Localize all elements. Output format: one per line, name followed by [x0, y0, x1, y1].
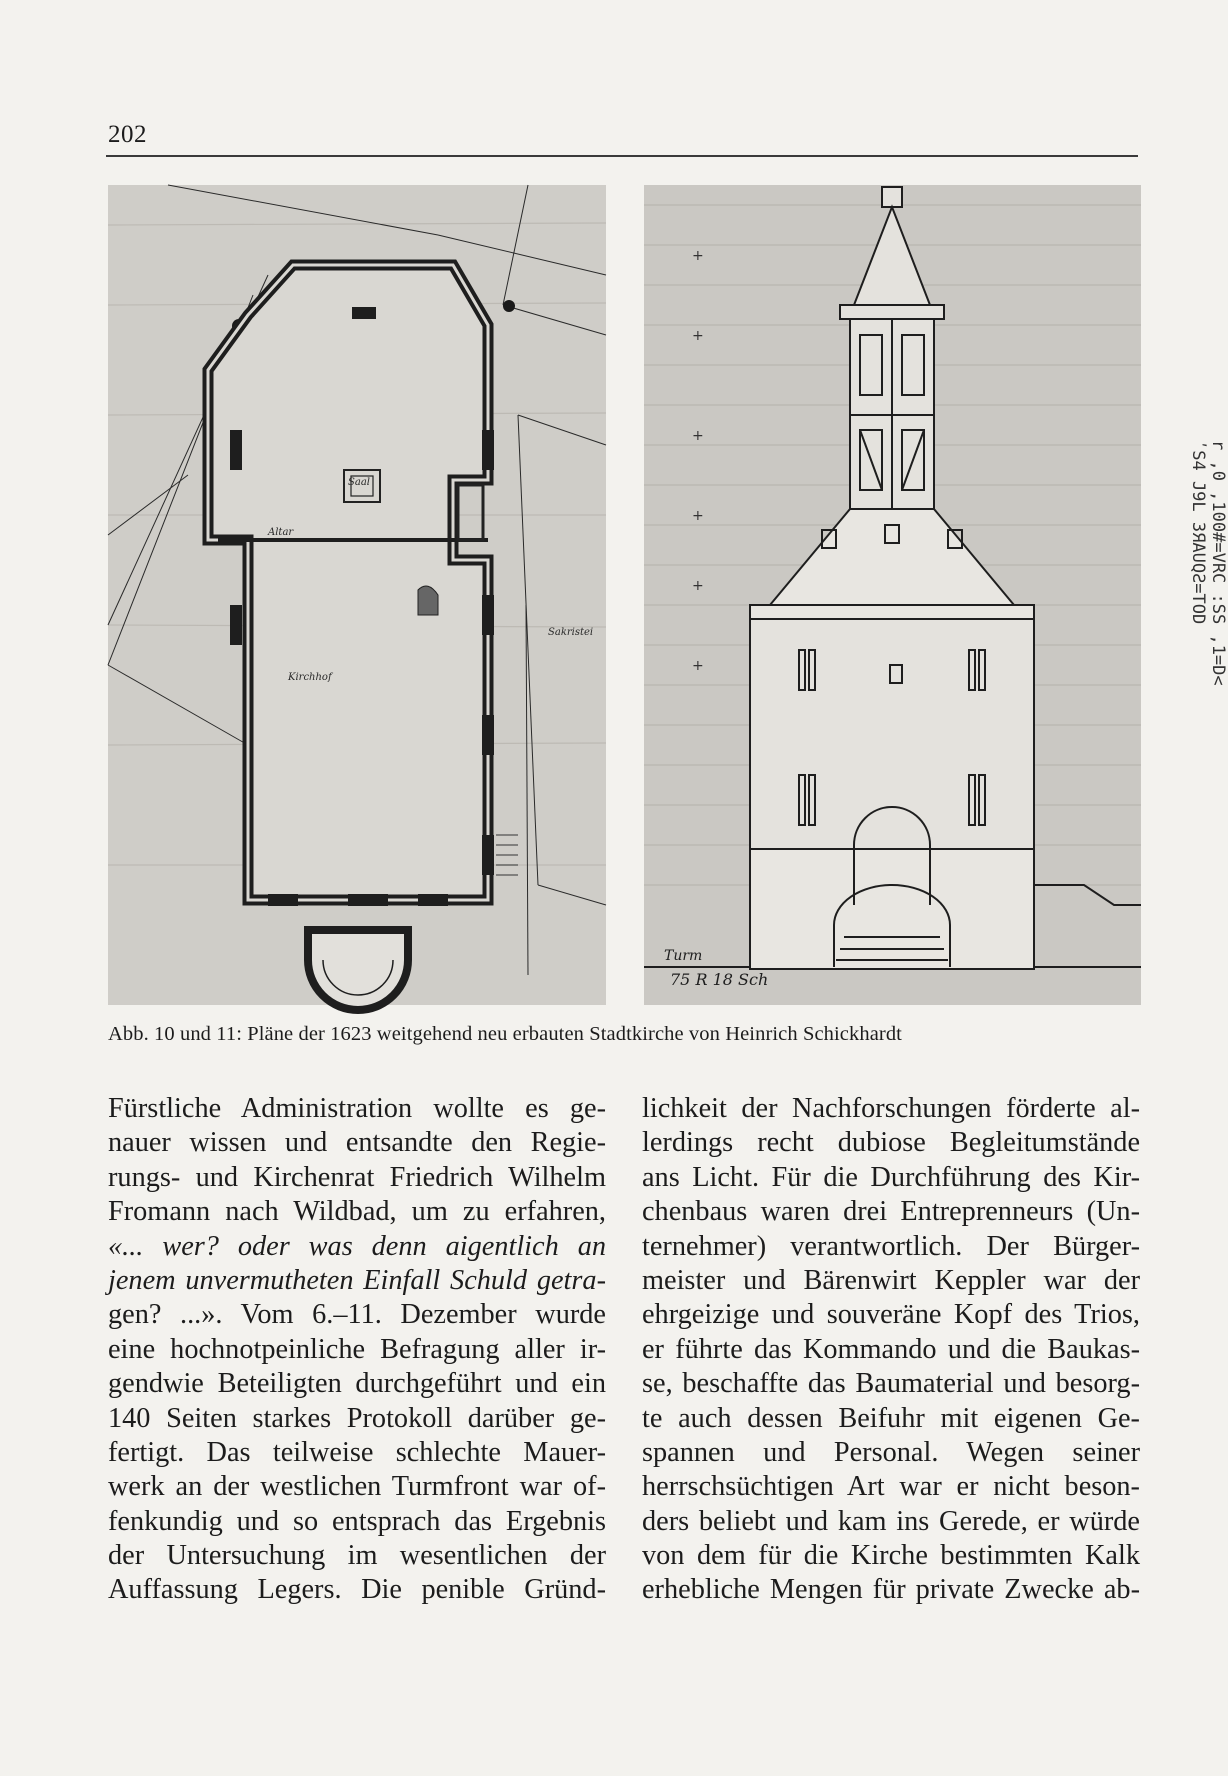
elevation-annotation-1: Turm	[664, 948, 703, 964]
svg-text:+: +	[692, 508, 704, 524]
text-line: Fromann nach Wildbad, um zu erfahren,	[108, 1196, 606, 1228]
text-line: ders beliebt und kam ins Gerede, er würde	[642, 1505, 1140, 1537]
text-line: meister und Bärenwirt Keppler war der	[642, 1264, 1140, 1296]
text-line: Fürstliche Administration wollte es ge-	[108, 1093, 606, 1124]
svg-text:+: +	[692, 658, 704, 674]
text-line: lerdings recht dubiose Begleitumstände	[642, 1127, 1140, 1159]
text-line: Auffassung Legers. Die penible Gründ-	[108, 1574, 606, 1606]
text-line: fertigt. Das teilweise schlechte Mauer-	[108, 1436, 606, 1468]
plan-annotation-2: Altar	[268, 527, 294, 538]
page-number: 202	[108, 121, 147, 148]
svg-text:+: +	[692, 428, 704, 444]
text-line: erhebliche Mengen für private Zwecke ab-	[642, 1574, 1140, 1606]
ink-dot-right	[503, 300, 515, 312]
figure-caption: Abb. 10 und 11: Pläne der 1623 weitgehend neu erbauten Stadtkirche von Heinrich Schickhardt	[108, 1023, 902, 1045]
text-line: fenkundig und so entsprach das Ergebnis	[108, 1505, 606, 1537]
text-line: 140 Seiten starkes Protokoll darüber ge-	[108, 1402, 606, 1434]
stamp-line-1: r ,0 ,100#=VRC :SS ,1=D<	[1208, 440, 1228, 686]
quote-line: jenem unvermutheten Einfall Schuld getra-	[108, 1264, 606, 1296]
scanner-stamp	[1164, 440, 1228, 840]
text-line: spannen und Personal. Wegen seiner	[642, 1436, 1140, 1468]
text-line: eine hochnotpeinliche Befragung aller ir-	[108, 1333, 606, 1365]
quote-line: «... wer? oder was denn aigentlich an	[108, 1230, 606, 1262]
text-line: rungs- und Kirchenrat Friedrich Wilhelm	[108, 1161, 606, 1193]
svg-text:+: +	[692, 328, 704, 344]
plan-annotation-4: Sakristei	[548, 627, 594, 638]
text-line: se, beschaffte das Baumaterial und besorg-	[642, 1368, 1140, 1400]
stamp-line-2: ʹS4 J9L 3ЯAUQƧ=TOD	[1188, 440, 1208, 625]
header-rule	[106, 155, 1138, 157]
text-line: te auch dessen Beifuhr mit eigenen Ge-	[642, 1402, 1140, 1434]
text-line: gendwie Beteiligten durchgeführt und ein	[108, 1368, 606, 1400]
text-line: ans Licht. Für die Durchführung des Kir-	[642, 1161, 1140, 1193]
text-line: chenbaus waren drei Entreprenneurs (Un-	[642, 1196, 1140, 1228]
floor-plan-drawing	[108, 185, 606, 1005]
text-line: lichkeit der Nachforschungen förderte al-	[642, 1093, 1140, 1124]
text-line: ehrgeizige und souveräne Kopf des Trios,	[642, 1299, 1140, 1331]
text-line: herrschsüchtigen Art war er nicht beson-	[642, 1471, 1140, 1503]
elevation-annotation-2: 75 R 18 Sch	[670, 970, 769, 989]
svg-text:+: +	[692, 248, 704, 264]
text-line: nauer wissen und entsandte den Regie-	[108, 1127, 606, 1159]
body-column-left	[108, 1092, 606, 1608]
tower-elevation-drawing	[644, 185, 1141, 1005]
figure-floor-plan	[108, 185, 606, 1005]
plan-annotation-1: Saal	[348, 477, 370, 488]
text-line: gen? ...». Vom 6.–11. Dezember wurde	[108, 1299, 606, 1331]
text-line: werk an der westlichen Turmfront war of-	[108, 1471, 606, 1503]
figure-tower-elevation	[644, 185, 1141, 1005]
text-line: er führte das Kommando und die Baukas-	[642, 1333, 1140, 1365]
text-line: der Untersuchung im wesentlichen der	[108, 1540, 606, 1572]
text-line: ternehmer) verantwortlich. Der Bürger-	[642, 1230, 1140, 1262]
plan-annotation-3: Kirchhof	[288, 672, 332, 683]
text-line: von dem für die Kirche bestimmten Kalk	[642, 1540, 1140, 1572]
svg-text:+: +	[692, 578, 704, 594]
body-column-right	[642, 1092, 1140, 1608]
